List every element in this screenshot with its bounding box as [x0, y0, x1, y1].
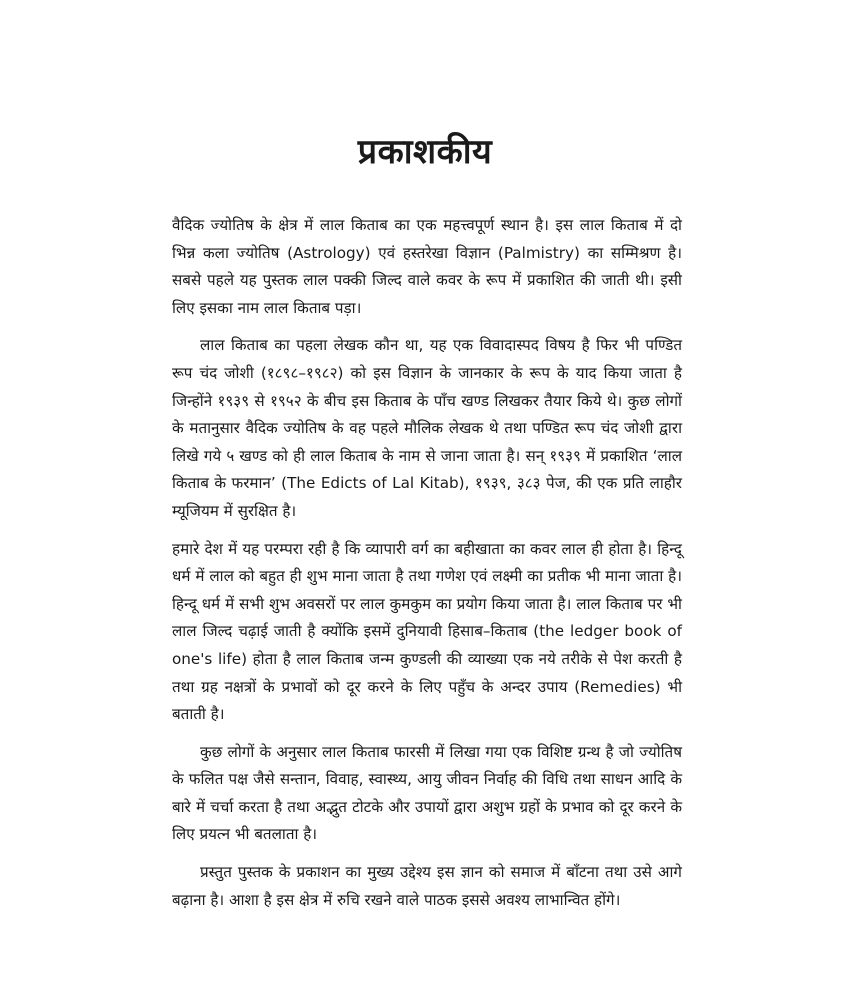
body-text [172, 212, 682, 924]
page-title: प्रकाशकीय [357, 132, 493, 172]
paragraph-3: हमारे देश में यह परम्परा रही है कि व्यापारी वर्ग का बहीखाता का कवर लाल ही होता है। हिन्दू धर्म में लाल को बहुत ही शुभ माना जाता है तथा गणेश एवं लक्ष्मी का प्रतीक भी माना जाता है। हिन्दू धर्म में सभी शुभ अवसरों पर लाल कुमकुम का प्रयोग किया जाता है। लाल किताब पर भी लाल जिल्द चढ़ाई जाती है क्योंकि इसमें दुनियावी हिसाब–किताब (the ledger book of one's life) होता है लाल किताब जन्म कुण्डली की व्याख्या एक नये तरीके से पेश करती है तथा ग्रह नक्षत्रों के प्रभावों को दूर करने के लिए पहुँच के अन्दर उपाय (Remedies) भी बताती है। [172, 539, 682, 724]
paragraph-5: प्रस्तुत पुस्तक के प्रकाशन का मुख्य उद्देश्य इस ज्ञान को समाज में बाँटना तथा उसे आगे बढ़ाना है। आशा है इस क्षेत्र में रुचि रखने वाले पाठक इससे अवश्य लाभान्वित होंगे। [172, 863, 682, 909]
paragraph-2: लाल किताब का पहला लेखक कौन था, यह एक विवादास्पद विषय है फिर भी पण्डित रूप चंद जोशी (१८९८–१९८२) को इस विज्ञान के जानकार के रूप के याद किया जाता है जिन्होंने १९३९ से १९५२ के बीच इस किताब के पाँच खण्ड लिखकर तैयार किये थे। कुछ लोगों के मतानुसार वैदिक ज्योतिष के वह पहले मौलिक लेखक थे तथा पण्डित रूप चंद जोशी द्वारा लिखे गये ५ खण्ड को ही लाल किताब के नाम से जाना जाता है। सन् १९३९ में प्रकाशित ‘लाल किताब के फरमान’ (The Edicts of Lal Kitab), १९३९, ३८३ पेज, की एक प्रति लाहौर म्यूजियम में सुरक्षित है। [172, 336, 682, 520]
paragraph-1: वैदिक ज्योतिष के क्षेत्र में लाल किताब का एक महत्त्वपूर्ण स्थान है। इस लाल किताब में दो भिन्न कला ज्योतिष (Astrology) एवं हस्तरेखा विज्ञान (Palmistry) का सम्मिश्रण है। सबसे पहले यह पुस्तक लाल पक्की जिल्द वाले कवर के रूप में प्रकाशित की जाती थी। इसी लिए इसका नाम लाल किताब पड़ा। [172, 216, 682, 317]
paragraph-4: कुछ लोगों के अनुसार लाल किताब फारसी में लिखा गया एक विशिष्ट ग्रन्थ है जो ज्योतिष के फलित पक्ष जैसे सन्तान, विवाह, स्वास्थ्य, आयु जीवन निर्वाह की विधि तथा साधन आदि के बारे में चर्चा करता है तथा अद्भुत टोटके और उपायों द्वारा अशुभ ग्रहों के प्रभाव को दूर करने के लिए प्रयत्न भी बतलाता है। [172, 742, 682, 844]
